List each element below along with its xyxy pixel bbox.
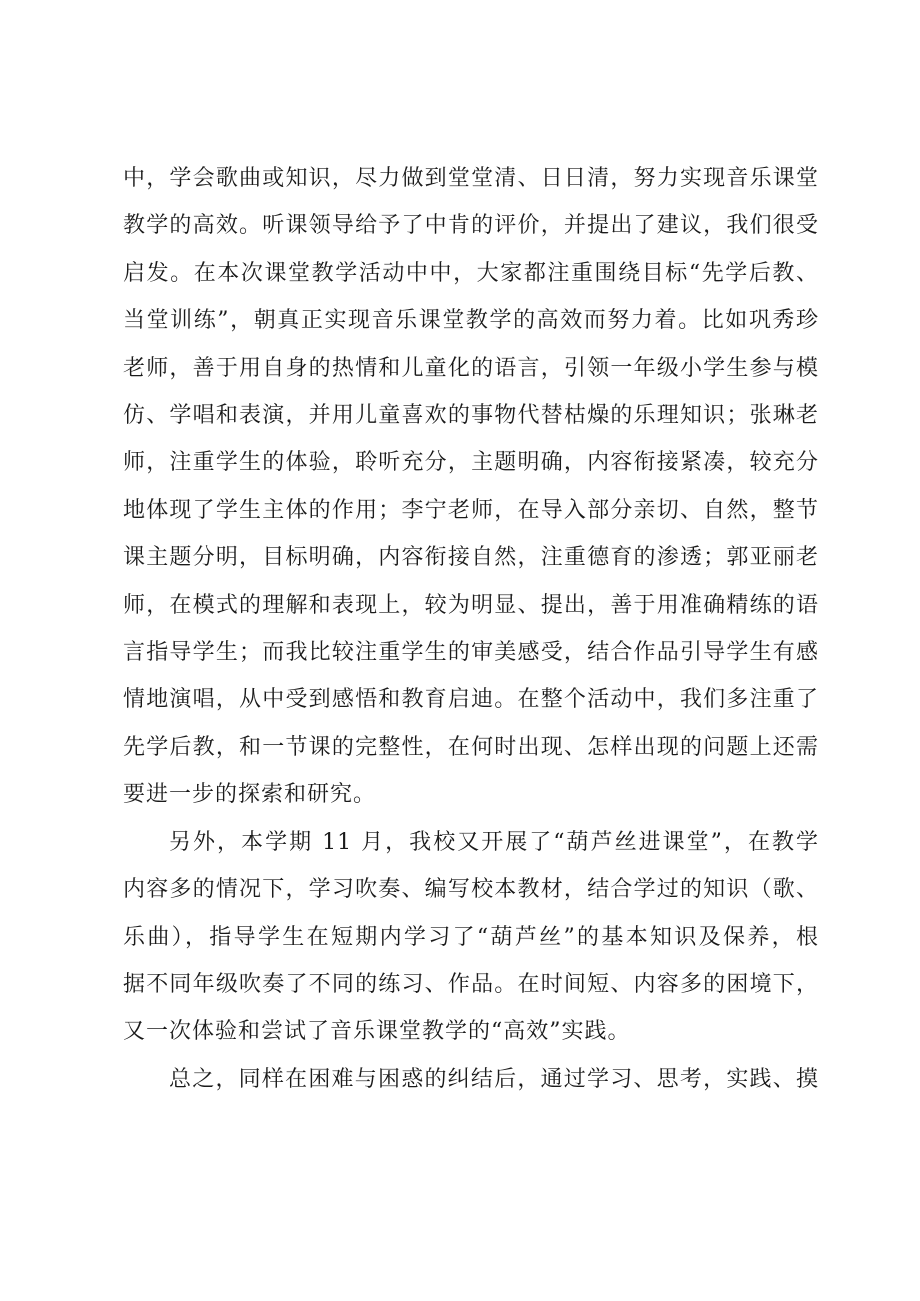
text-line: 要进一步的探索和研究。 xyxy=(123,782,377,808)
text-line: 另外，本学期 11 月，我校又开展了“葫芦丝进课堂”，在教学 xyxy=(169,829,819,855)
text-line: 又一次体验和尝试了音乐课堂教学的“高效”实践。 xyxy=(123,1019,631,1045)
text-line: 教学的高效。听课领导给予了中肯的评价，并提出了建议，我们很受 xyxy=(123,213,819,239)
text-line: 仿、学唱和表演，并用儿童喜欢的事物代替枯燥的乐理知识；张琳老 xyxy=(123,403,819,429)
text-line: 乐曲），指导学生在短期内学习了“葫芦丝”的基本知识及保养，根 xyxy=(123,924,819,950)
text-line: 课主题分明，目标明确，内容衔接自然，注重德育的渗透；郭亚丽老 xyxy=(123,545,819,571)
text-line: 当堂训练”，朝真正实现音乐课堂教学的高效而努力着。比如巩秀珍 xyxy=(123,308,819,334)
text-line: 情地演唱，从中受到感悟和教育启迪。在整个活动中，我们多注重了 xyxy=(123,687,819,713)
paragraph xyxy=(123,819,819,1056)
text-line: 启发。在本次课堂教学活动中中，大家都注重围绕目标“先学后教、 xyxy=(123,260,819,286)
paragraph xyxy=(123,155,819,819)
text-line: 地体现了学生主体的作用；李宁老师，在导入部分亲切、自然，整节 xyxy=(123,497,819,523)
text-line: 先学后教，和一节课的完整性，在何时出现、怎样出现的问题上还需 xyxy=(123,734,819,760)
text-line: 老师，善于用自身的热情和儿童化的语言，引领一年级小学生参与模 xyxy=(123,355,819,381)
text-line: 据不同年级吹奏了不同的练习、作品。在时间短、内容多的困境下， xyxy=(123,971,819,997)
text-line: 总之，同样在困难与困惑的纠结后，通过学习、思考，实践、摸 xyxy=(169,1066,819,1092)
document-body xyxy=(123,155,819,1103)
text-line: 言指导学生；而我比较注重学生的审美感受，结合作品引导学生有感 xyxy=(123,640,819,666)
text-line: 中，学会歌曲或知识，尽力做到堂堂清、日日清，努力实现音乐课堂 xyxy=(123,166,819,191)
text-line: 内容多的情况下，学习吹奏、编写校本教材，结合学过的知识（歌、 xyxy=(123,877,819,903)
text-line: 师，在模式的理解和表现上，较为明显、提出，善于用准确精练的语 xyxy=(123,592,819,618)
paragraph xyxy=(123,1056,819,1103)
text-line: 师，注重学生的体验，聆听充分，主题明确，内容衔接紧凑，较充分 xyxy=(123,450,819,476)
